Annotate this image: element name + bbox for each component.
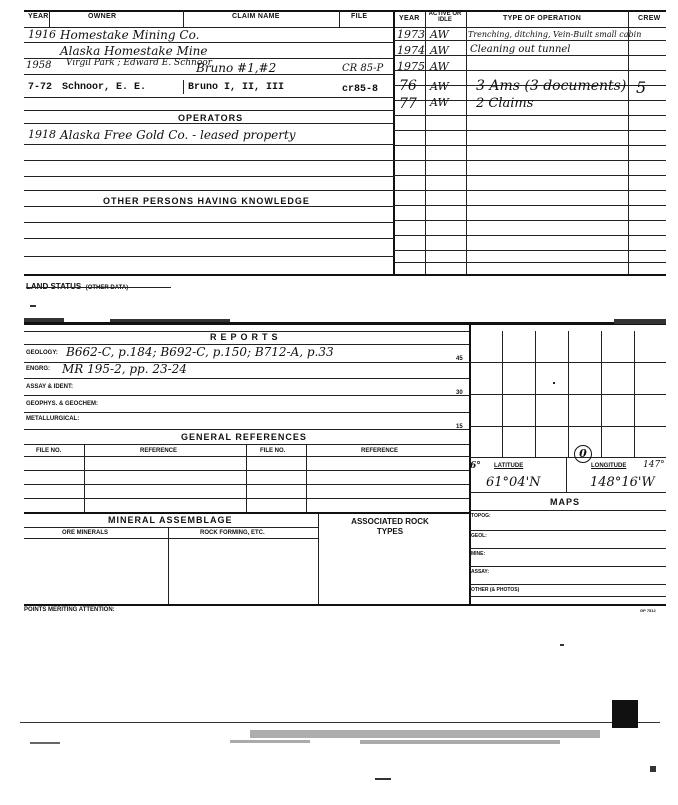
activity-row-4-crew: 5 (636, 78, 647, 97)
geology-label: GEOLOGY: (26, 350, 58, 356)
maps-title: MAPS (550, 497, 581, 507)
owner-row-2-owner: Alaska Homestake Mine (60, 44, 208, 58)
header-crew: CREW (638, 15, 661, 22)
general-references-title: GENERAL REFERENCES (181, 432, 307, 442)
owner-row-3-file: CR 85-P (342, 63, 384, 74)
header-active-idle: ACTIVE OR IDLE (428, 11, 462, 23)
activity-row-5-operation: 2 Claims (476, 96, 534, 111)
grid-dot (553, 382, 555, 384)
margin-15: 15 (456, 424, 463, 430)
mineral-title: MINERAL ASSEMBLAGE (108, 515, 233, 525)
maps-other: OTHER (& PHOTOS) (471, 587, 520, 593)
activity-row-4-operation: 3 Ams (3 documents) (476, 78, 627, 94)
owner-row-4-sep (183, 80, 184, 94)
operators-row-1-text: Alaska Free Gold Co. - leased property (60, 128, 296, 142)
activity-row-1-status: AW (430, 28, 449, 41)
engrg-value: MR 195-2, pp. 23-24 (62, 362, 187, 376)
owner-row-4-year: 7-72 (28, 82, 53, 93)
rock-forming-header: ROCK FORMING, ETC. (200, 530, 265, 536)
activity-row-3-year: 1975 (397, 60, 425, 73)
activity-row-2-status: AW (430, 44, 449, 57)
ref-col-file-no-2: FILE NO. (260, 448, 286, 454)
activity-row-2-operation: Cleaning out tunnel (470, 44, 571, 55)
header-year-2: YEAR (399, 15, 420, 22)
owner-row-1-owner: Homestake Mining Co. (60, 28, 200, 42)
owner-row-4-owner: Schnoor, E. E. (62, 82, 147, 93)
mid-divider (24, 322, 666, 325)
owner-row-1-year: 1916 (28, 28, 56, 41)
engrg-label: ENGRG: (26, 366, 50, 372)
longitude-label: LONGITUDE (591, 463, 627, 469)
assay-label: ASSAY & IDENT: (26, 384, 74, 390)
activity-row-3-status: AW (430, 60, 449, 73)
latitude-value: 61°04'N (486, 475, 541, 490)
circled-zero: 0 (574, 445, 592, 463)
ref-col-reference-2: REFERENCE (361, 448, 399, 454)
land-status-label: LAND STATUS (26, 282, 82, 291)
longitude-deg: 147° (643, 460, 665, 470)
maps-topog: TOPOG: (471, 513, 491, 519)
header-year: YEAR (28, 13, 49, 20)
owner-row-4-file: cr85-8 (342, 84, 379, 95)
owner-row-3-owner: Virgil Park ; Edward E. Schnoor (66, 58, 212, 68)
form-number: GP 7512 (640, 608, 656, 613)
header-owner: OWNER (88, 13, 117, 20)
owner-row-3-claim: Bruno #1,#2 (196, 61, 277, 75)
geophys-label: GEOPHYS. & GEOCHEM: (26, 401, 99, 407)
latitude-label: LATITUDE (494, 463, 524, 469)
activity-row-1-year: 1973 (397, 28, 425, 41)
land-status (26, 276, 128, 294)
deg-left: 6° (470, 461, 481, 471)
activity-row-1-operation: Trenching, ditching, Vein-Built small cabin (468, 30, 642, 39)
ref-col-file-no: FILE NO. (36, 448, 62, 454)
geology-value: B662-C, p.184; B692-C, p.150; B712-A, p.33 (66, 345, 334, 359)
reports-title: REPORTS (210, 332, 282, 342)
owner-row-4-claim: Bruno I, II, III (188, 82, 285, 93)
associated-rock-types: ASSOCIATED ROCK TYPES (351, 517, 429, 536)
activity-row-4-year: 76 (399, 78, 417, 94)
operators-title: OPERATORS (178, 113, 244, 123)
ref-col-reference: REFERENCE (140, 448, 178, 454)
longitude-value: 148°16'W (590, 475, 655, 490)
points-meriting-attention: POINTS MERITING ATTENTION: (24, 607, 115, 613)
operators-row-1-year: 1918 (28, 128, 56, 141)
header-file: FILE (351, 13, 368, 20)
activity-row-4-status: AW (430, 80, 449, 93)
ore-minerals-header: ORE MINERALS (62, 530, 109, 536)
margin-45: 45 (456, 356, 463, 362)
other-persons-title: OTHER PERSONS HAVING KNOWLEDGE (103, 196, 310, 206)
activity-row-5-status: AW (430, 96, 449, 109)
maps-geol: GEOL: (471, 533, 487, 539)
maps-assay: ASSAY: (471, 569, 490, 575)
owner-row-3-year: 1958 (26, 60, 52, 71)
margin-30: 30 (456, 390, 463, 396)
maps-mine: MINE: (471, 551, 486, 557)
header-claim-name: CLAIM NAME (232, 13, 280, 20)
metallurgical-label: METALLURGICAL: (26, 416, 80, 422)
header-type-of-operation: TYPE OF OPERATION (503, 15, 582, 22)
activity-row-5-year: 77 (399, 96, 417, 112)
activity-row-2-year: 1974 (397, 44, 425, 57)
land-status-sub: (OTHER DATA) (85, 285, 129, 291)
